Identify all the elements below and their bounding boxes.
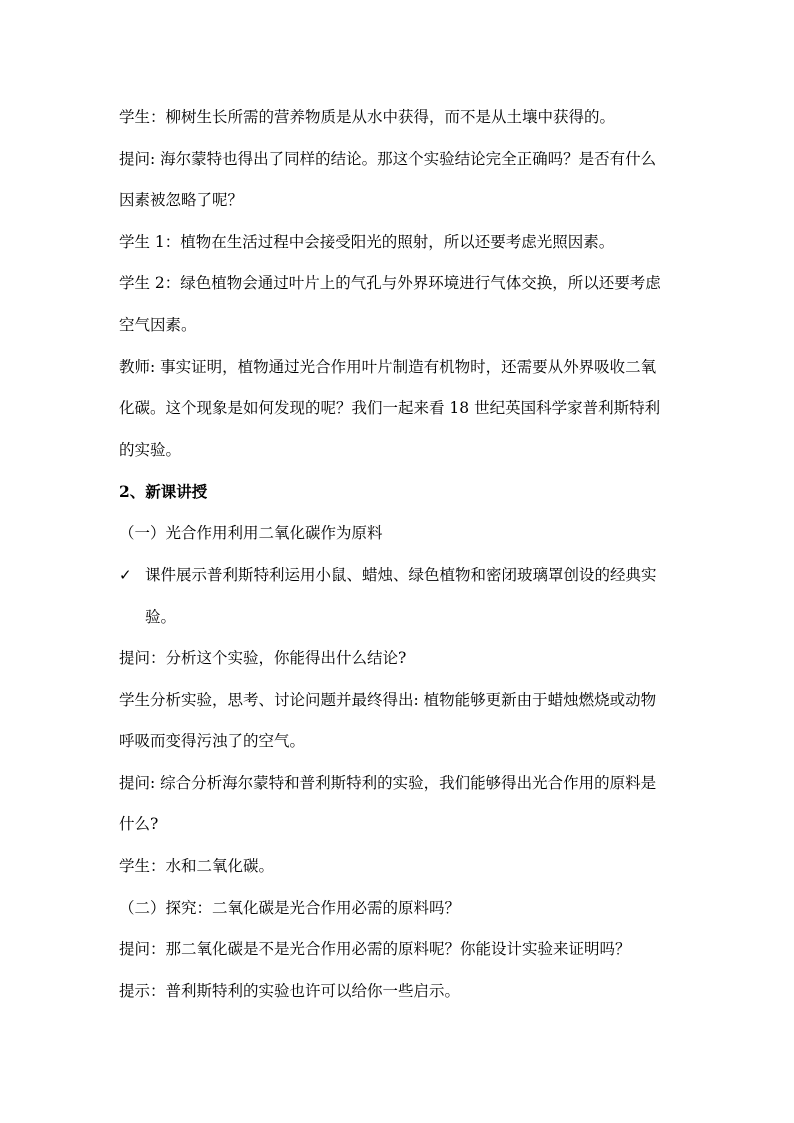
subsection-heading-1: （一）光合作用利用二氧化碳作为原料	[119, 523, 383, 542]
paragraph-line-student-analysis-cont: 呼吸而变得污浊了的空气。	[119, 732, 306, 751]
subsection-heading-2: （二）探究：二氧化碳是光合作用必需的原料吗？	[119, 898, 461, 917]
paragraph-line-teacher-cont2: 的实验。	[119, 440, 182, 459]
text-block-upper	[119, 97, 679, 555]
check-list-item	[119, 555, 679, 638]
paragraph-line-student-2-cont: 空气因素。	[119, 315, 197, 334]
paragraph-line-student-1: 学生 1：植物在生活过程中会接受阳光的照射，所以还要考虑光照因素。	[119, 232, 615, 251]
check-item-text-line2: 验。	[145, 607, 177, 626]
paragraph-line-student-analysis: 学生分析实验，思考、讨论问题并最终得出: 植物能够更新由于蜡烛燃烧或动物	[119, 690, 657, 709]
text-block-lower	[119, 638, 679, 1012]
paragraph-line-question-helmont: 提问: 海尔蒙特也得出了同样的结论。那这个实验结论完全正确吗？是否有什么	[119, 149, 657, 168]
check-item-text-line1: 课件展示普利斯特利运用小鼠、蜡烛、绿色植物和密闭玻璃罩创设的经典实	[145, 566, 657, 584]
paragraph-line-question-combined: 提问: 综合分析海尔蒙特和普利斯特利的实验，我们能够得出光合作用的原料是	[119, 773, 657, 792]
paragraph-line-hint: 提示：普利斯特利的实验也许可以给你一些启示。	[119, 981, 461, 1000]
paragraph-line-teacher-cont: 化碳。这个现象是如何发现的呢？我们一起来看 18 世纪英国科学家普利斯特利	[119, 399, 661, 418]
checkmark-icon: ✓	[119, 566, 132, 584]
paragraph-line-student-2: 学生 2：绿色植物会通过叶片上的气孔与外界环境进行气体交换，所以还要考虑	[119, 274, 661, 293]
paragraph-line-teacher: 教师: 事实证明，植物通过光合作用叶片制造有机物时，还需要从外界吸收二氧	[119, 357, 657, 376]
section-heading-new-lesson: 2、新课讲授	[119, 482, 208, 502]
paragraph-line-question-design: 提问：那二氧化碳是不是光合作用必需的原料呢？你能设计实验来证明吗？	[119, 940, 631, 959]
paragraph-line-question-helmont-cont: 因素被忽略了呢？	[119, 191, 244, 210]
paragraph-line-student-willow: 学生：柳树生长所需的营养物质是从水中获得，而不是从土壤中获得的。	[119, 108, 616, 126]
paragraph-line-student-answer: 学生：水和二氧化碳。	[119, 856, 275, 875]
paragraph-line-question-combined-cont: 什么?	[119, 815, 159, 834]
paragraph-line-question-analyze: 提问：分析这个实验，你能得出什么结论?	[119, 649, 407, 667]
